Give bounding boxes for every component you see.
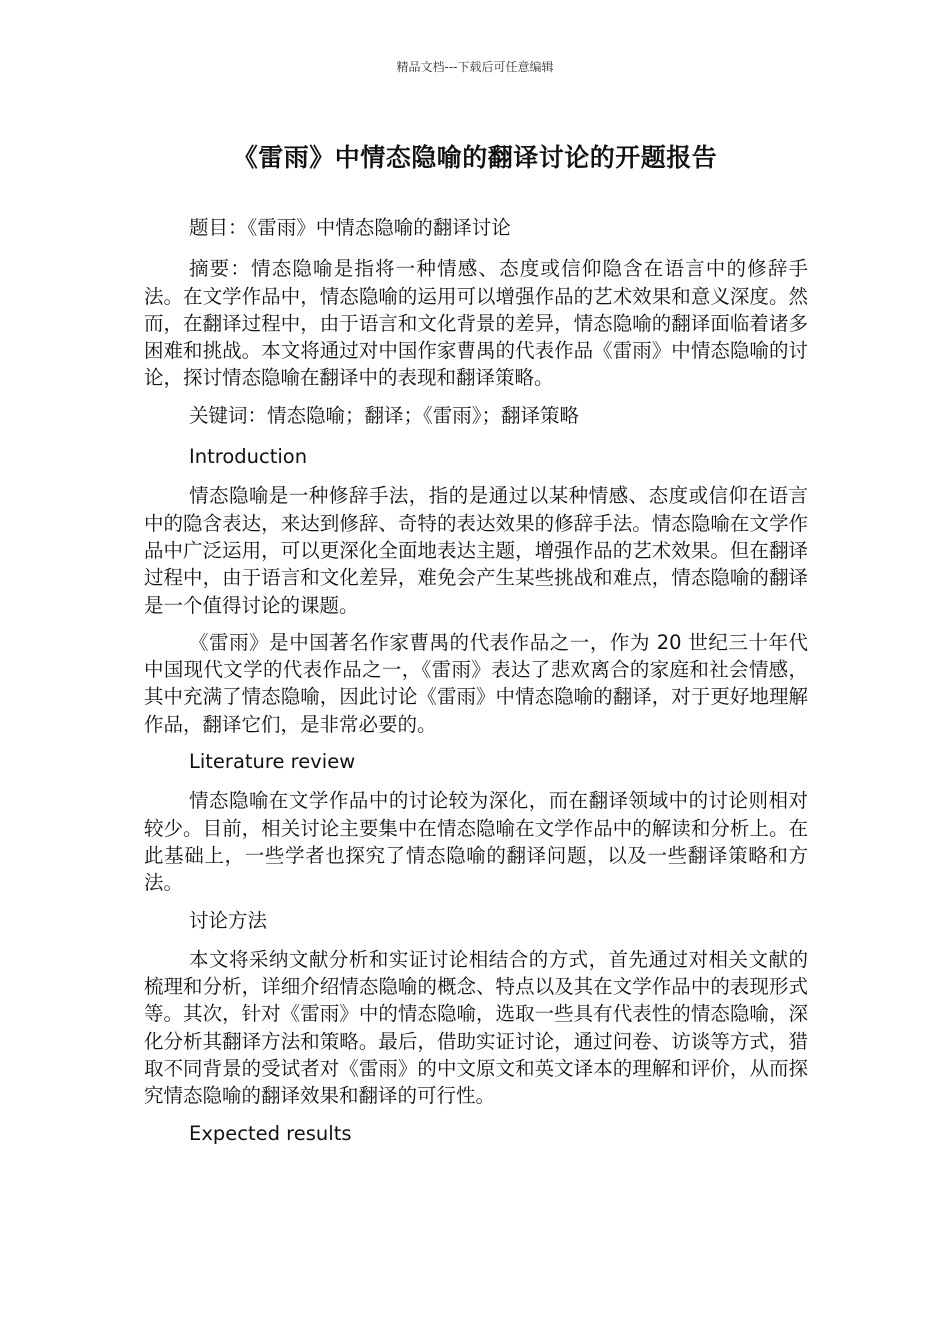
abstract-paragraph: 摘要：情态隐喻是指将一种情感、态度或信仰隐含在语言中的修辞手法。在文学作品中，情态隐喻的运用可以增强作品的艺术效果和意义深度。然而，在翻译过程中，由于语言和文化背景的差异，情态隐喻的翻译面临着诸多困难和挑战。本文将通过对中国作家曹禺的代表作品《雷雨》中情态隐喻的讨论，探讨情态隐喻在翻译中的表现和翻译策略。 [144,257,808,390]
method-heading: 讨论方法 [189,908,268,932]
introduction-paragraph-1: 情态隐喻是一种修辞手法，指的是通过以某种情感、态度或信仰在语言中的隐含表达，来达到修辞、奇特的表达效果的修辞手法。情态隐喻在文学作品中广泛运用，可以更深化全面地表达主题，增强作品的艺术效果。但在翻译过程中，由于语言和文化差异，难免会产生某些挑战和难点，情态隐喻的翻译是一个值得讨论的课题。 [144,484,808,617]
expected-results-heading: Expected results [189,1121,352,1145]
method-paragraph: 本文将采纳文献分析和实证讨论相结合的方式，首先通过对相关文献的梳理和分析，详细介绍情态隐喻的概念、特点以及其在文学作品中的表现形式等。其次，针对《雷雨》中的情态隐喻，选取一些具有代表性的情态隐喻，深化分析其翻译方法和策略。最后，借助实证讨论，通过问卷、访谈等方式，猎取不同背景的受试者对《雷雨》的中文原文和英文译本的理解和评价，从而探究情态隐喻的翻译效果和翻译的可行性。 [144,947,808,1108]
introduction-paragraph-2: 《雷雨》是中国著名作家曹禺的代表作品之一，作为 20 世纪三十年代中国现代文学的代表作品之一，《雷雨》表达了悲欢离合的家庭和社会情感，其中充满了情态隐喻，因此讨论《雷雨》中情态隐喻的翻译，对于更好地理解作品，翻译它们，是非常必要的。 [144,630,808,736]
document-title: 《雷雨》中情态隐喻的翻译讨论的开题报告 [232,143,718,172]
keywords-line: 关键词：情态隐喻；翻译；《雷雨》；翻译策略 [189,403,580,427]
literature-review-paragraph: 情态隐喻在文学作品中的讨论较为深化，而在翻译领域中的讨论则相对较少。目前，相关讨论主要集中在情态隐喻在文学作品中的解读和分析上。在此基础上，一些学者也探究了情态隐喻的翻译问题，以及一些翻译策略和方法。 [144,789,808,895]
introduction-heading: Introduction [189,445,308,469]
document-body [144,214,808,1159]
literature-review-heading: Literature review [189,750,356,774]
topic-line: 题目：《雷雨》中情态隐喻的翻译讨论 [189,216,511,239]
header-note: 精品文档---下载后可任意编辑 [396,60,554,74]
